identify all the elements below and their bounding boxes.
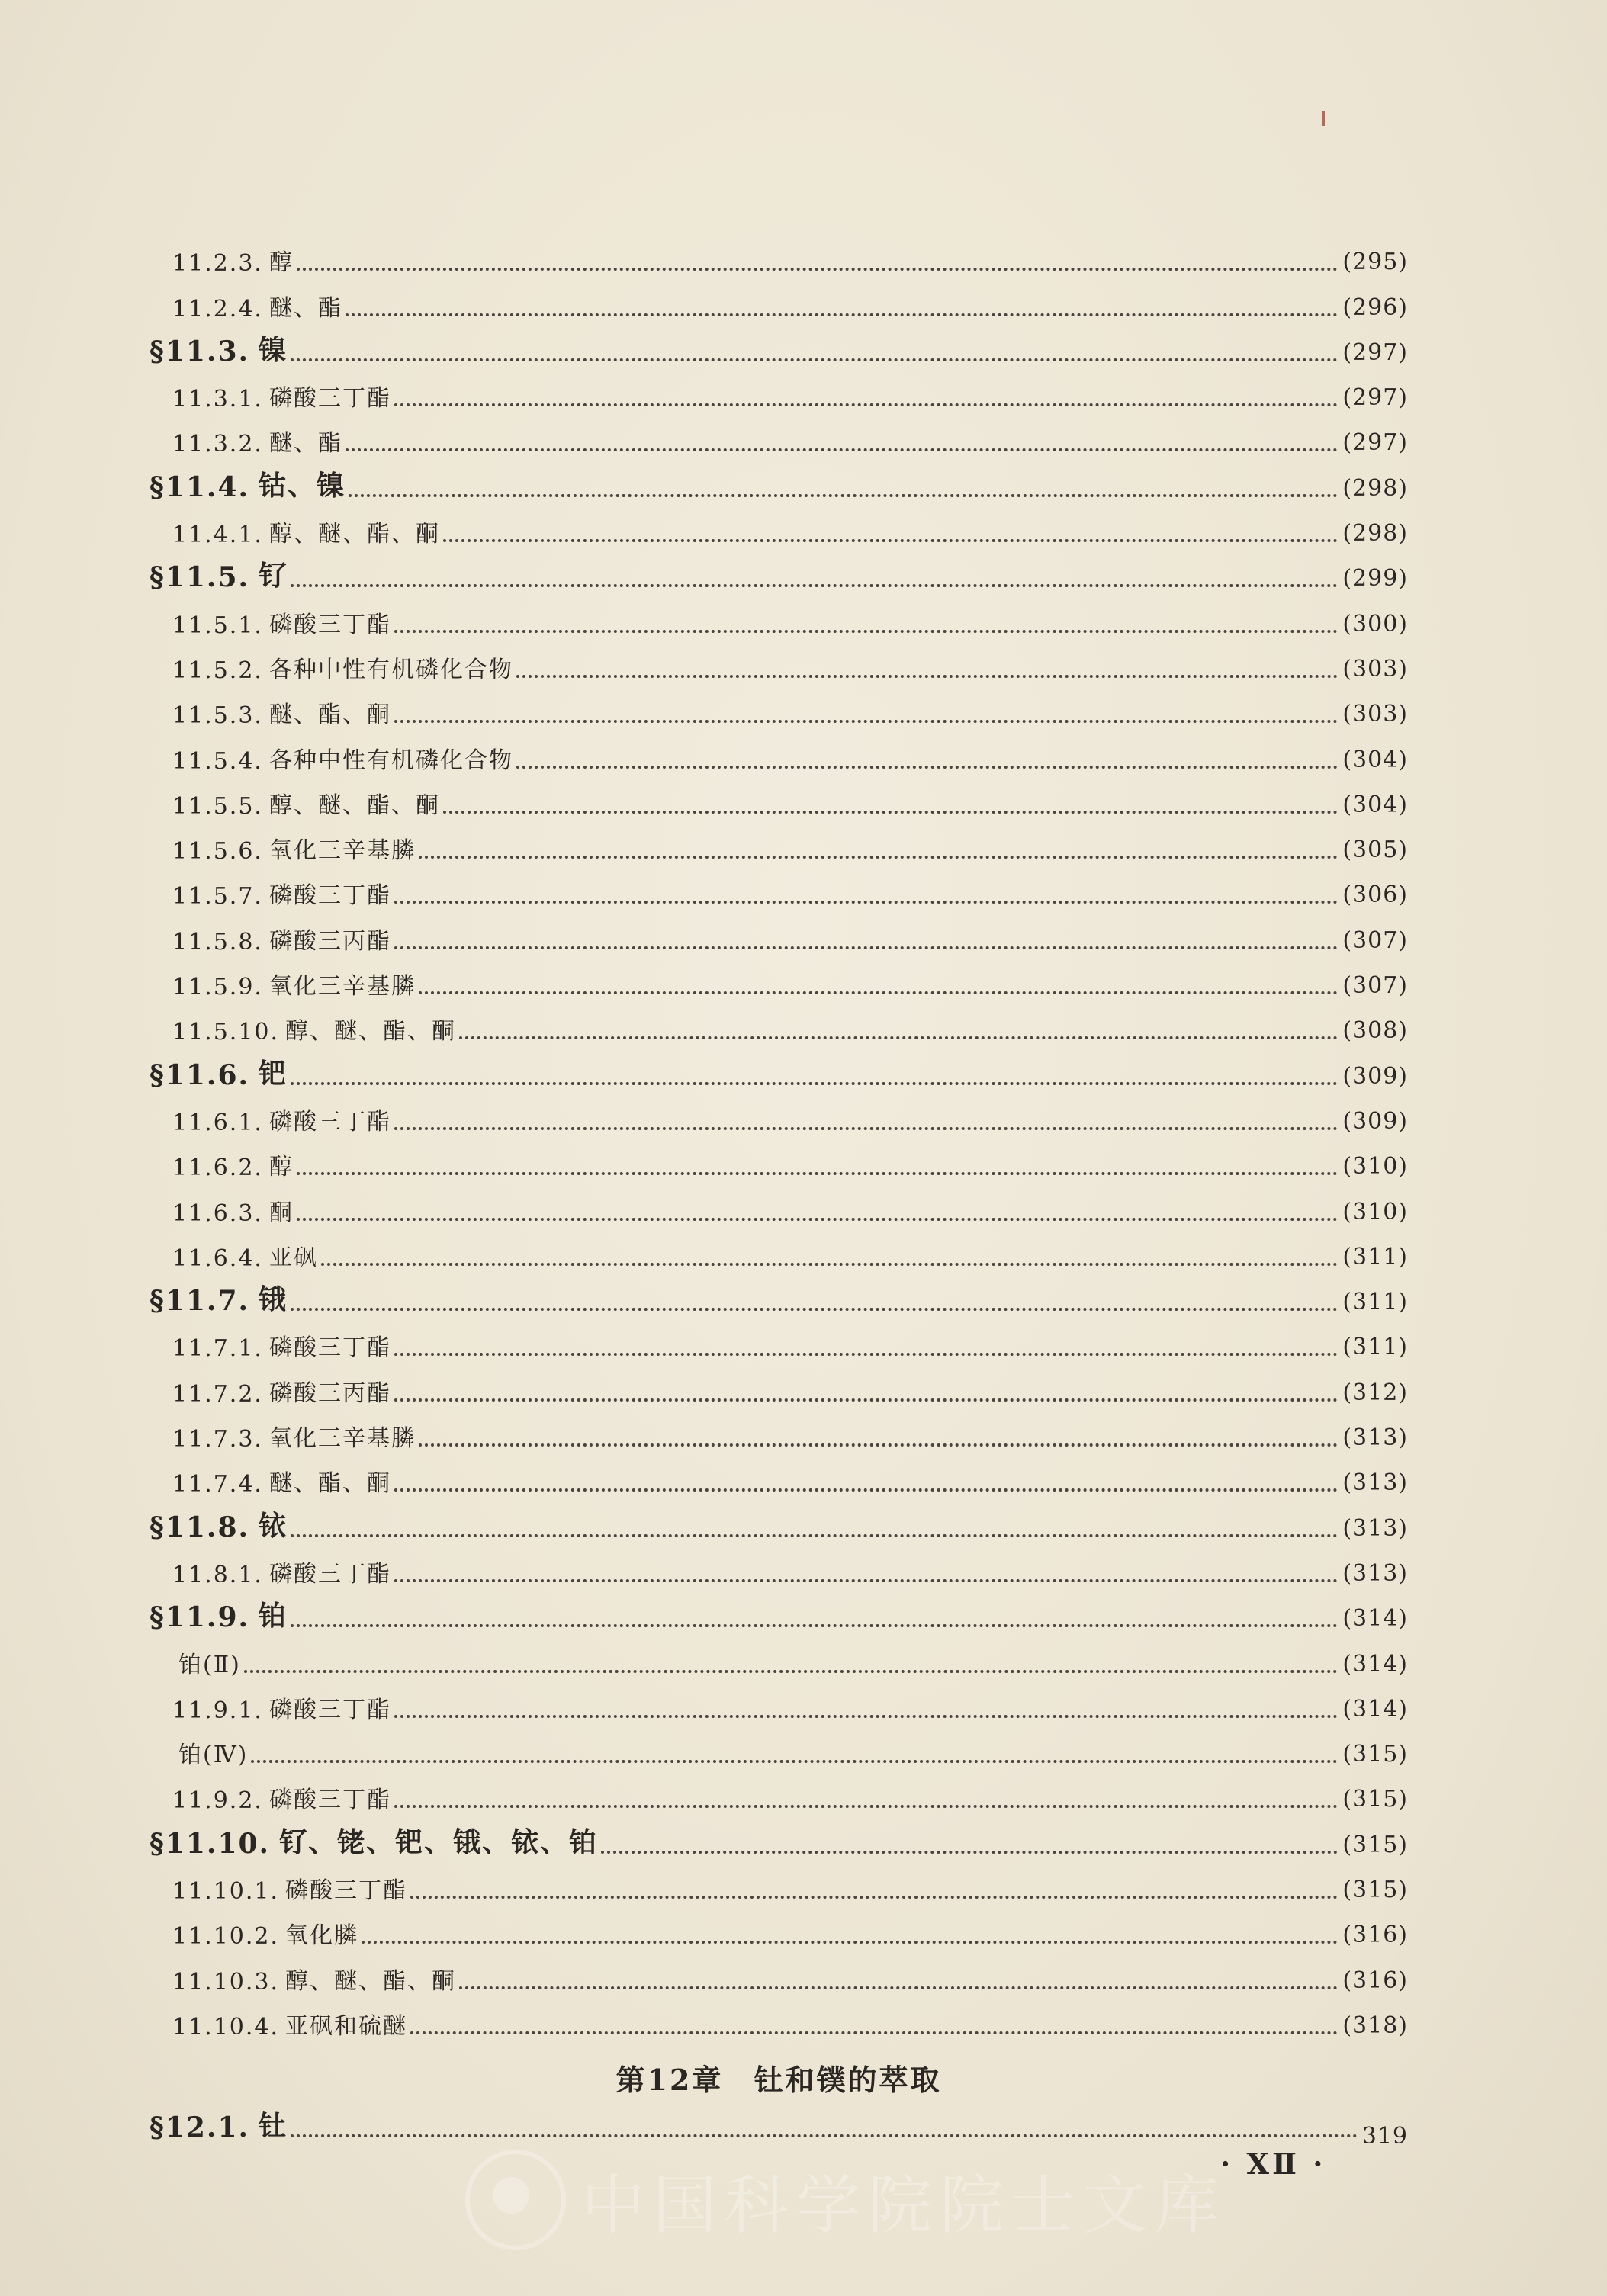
toc-entry[interactable]: [149, 1408, 1408, 1453]
toc-entry[interactable]: [149, 1588, 1408, 1633]
toc-entry-title: 醚、酯、酮: [268, 702, 391, 729]
toc-entry-title: 醚、酯: [268, 430, 342, 458]
toc-entry-page: (307): [1342, 926, 1408, 954]
toc-entry-title: 磷酸三丁酯: [268, 882, 391, 910]
toc-entry[interactable]: [149, 775, 1408, 820]
dot-leader: [459, 1036, 1338, 1039]
toc-entry[interactable]: [149, 1724, 1408, 1769]
toc-entry[interactable]: [149, 2099, 1408, 2150]
toc-entry-title: 各种中性有机磷化合物: [268, 656, 513, 683]
toc-entry-title: 钌、铑、钯、锇、铱、铂: [279, 1826, 599, 1858]
toc-entry-title: 磷酸三丁酯: [268, 1334, 391, 1362]
toc-entry-page: (311): [1342, 1243, 1408, 1270]
dot-leader: [419, 991, 1338, 994]
toc-entry-number: 11.6.3.: [172, 1199, 263, 1227]
toc-entry[interactable]: [149, 458, 1408, 503]
dot-leader: [394, 1715, 1338, 1718]
toc-entry[interactable]: [149, 1091, 1408, 1136]
dot-leader: [394, 630, 1338, 633]
dot-leader: [419, 856, 1338, 859]
dot-leader: [291, 1308, 1338, 1311]
toc-entry-number: 11.10.1.: [172, 1877, 280, 1905]
toc-entry[interactable]: [149, 1272, 1408, 1317]
toc-entry-page: (298): [1342, 520, 1408, 548]
toc-entry[interactable]: [149, 729, 1408, 774]
toc-entry-title: 醇、醚、酯、酮: [268, 792, 440, 819]
toc-entry[interactable]: [149, 1453, 1408, 1498]
dot-leader: [291, 358, 1338, 361]
academy-logo-icon: [465, 2150, 566, 2250]
dot-leader: [394, 901, 1338, 904]
toc-entry[interactable]: [149, 277, 1408, 322]
dot-leader: [443, 539, 1338, 542]
toc-entry-title: 钌: [259, 560, 288, 592]
dot-leader: [291, 2134, 1358, 2137]
toc-entry-title: 氧化膦: [285, 1922, 359, 1950]
toc-entry-number: 11.5.2.: [172, 657, 263, 684]
dot-leader: [346, 448, 1338, 451]
toc-entry[interactable]: [149, 1905, 1408, 1950]
toc-entry-number: 11.2.3.: [172, 250, 263, 278]
toc-entry[interactable]: [149, 1679, 1408, 1724]
toc-entry[interactable]: [149, 1227, 1408, 1272]
toc-entry-page: (309): [1342, 1107, 1408, 1135]
toc-entry-page: (315): [1342, 1741, 1408, 1768]
toc-entry-title: 磷酸三丁酯: [268, 385, 391, 413]
toc-entry-page: (306): [1342, 881, 1408, 909]
page-number-footer: · XⅡ ·: [1220, 2147, 1326, 2181]
dot-leader: [459, 1986, 1338, 1989]
watermark: [465, 2158, 1226, 2242]
toc-entry-page: (310): [1342, 1198, 1408, 1225]
toc-entry-title: 氧化三辛基膦: [268, 1425, 416, 1453]
toc-entry-title: 钍: [259, 2110, 288, 2143]
dot-leader: [394, 946, 1338, 949]
toc-entry-number: 11.5.10.: [172, 1019, 280, 1046]
toc-entry-title: 醇、醚、酯、酮: [285, 1018, 457, 1045]
toc-entry-page: (311): [1342, 1334, 1408, 1361]
toc-entry-page: (299): [1342, 565, 1408, 592]
toc-entry-number: §11.10.: [149, 1827, 271, 1860]
toc-entry[interactable]: [149, 1045, 1408, 1090]
chapter-number: 第12章: [615, 2062, 724, 2097]
toc-entry[interactable]: [149, 1633, 1408, 1678]
toc-entry-page: (310): [1342, 1153, 1408, 1180]
toc-entry-number: 11.2.4.: [172, 295, 263, 323]
toc-entry-page: (303): [1342, 655, 1408, 682]
toc-entry-title: 磷酸三丁酯: [268, 1560, 391, 1588]
dot-leader: [394, 720, 1338, 723]
dot-leader: [419, 1443, 1338, 1447]
toc-entry-page: (312): [1342, 1379, 1408, 1406]
dot-leader: [349, 494, 1338, 497]
toc-entry[interactable]: [149, 413, 1408, 458]
dot-leader: [516, 675, 1338, 678]
toc-entry-number: 11.9.2.: [172, 1787, 263, 1815]
toc-entry-number: 11.7.3.: [172, 1426, 263, 1453]
dot-leader: [321, 1263, 1338, 1266]
toc-entry-page: (304): [1342, 746, 1408, 773]
toc-entry-title: 磷酸三丙酯: [268, 1379, 391, 1407]
toc-entry-page: (296): [1342, 294, 1408, 321]
dot-leader: [394, 1579, 1338, 1582]
dot-leader: [394, 403, 1338, 406]
toc-entry-title: 磷酸三丁酯: [268, 1787, 391, 1814]
toc-entry-page: (304): [1342, 791, 1408, 818]
table-of-contents: [149, 232, 1408, 2150]
dot-leader: [291, 1534, 1338, 1537]
toc-entry-number: 11.8.1.: [172, 1561, 263, 1588]
dot-leader: [297, 268, 1338, 271]
toc-entry[interactable]: [149, 1136, 1408, 1181]
toc-entry[interactable]: [149, 232, 1408, 277]
toc-entry-title: 钯: [259, 1057, 288, 1090]
toc-entry-title: 磷酸三丁酯: [268, 1696, 391, 1723]
toc-entry-page: (308): [1342, 1017, 1408, 1045]
toc-entry-number: 11.4.1.: [172, 522, 263, 549]
toc-entry-title: 磷酸三丁酯: [285, 1877, 408, 1904]
toc-entry-page: (313): [1342, 1559, 1408, 1587]
toc-entry[interactable]: [149, 684, 1408, 729]
toc-entry[interactable]: [149, 1996, 1408, 2041]
toc-entry-number: 11.10.3.: [172, 1968, 280, 1996]
toc-entry-page: (314): [1342, 1650, 1408, 1678]
toc-entry-title: 锇: [259, 1283, 288, 1316]
toc-entry[interactable]: [149, 955, 1408, 1000]
chapter-title: 钍和镤的萃取: [754, 2062, 942, 2097]
toc-entry-number: 11.9.1.: [172, 1697, 263, 1724]
toc-entry-title: 磷酸三丁酯: [268, 611, 391, 638]
toc-entry-page: (315): [1342, 1786, 1408, 1813]
dot-leader: [362, 1941, 1338, 1944]
toc-entry-title: 铂(Ⅳ): [178, 1742, 249, 1769]
toc-entry[interactable]: [149, 1000, 1408, 1045]
toc-entry-number: 11.3.1.: [172, 386, 263, 413]
toc-entry[interactable]: [149, 503, 1408, 548]
toc-entry-number: §11.9.: [149, 1601, 250, 1634]
toc-entry-number: 11.7.4.: [172, 1471, 263, 1498]
watermark-text: 中国科学院院士文库: [581, 2167, 1227, 2243]
toc-entry-number: 11.3.2.: [172, 431, 263, 458]
dot-leader: [346, 313, 1338, 316]
toc-entry-number: §12.1.: [149, 2111, 250, 2144]
toc-entry-page: (314): [1342, 1695, 1408, 1723]
chapter-heading: [149, 2041, 1408, 2099]
toc-entry[interactable]: [149, 1317, 1408, 1362]
toc-entry[interactable]: [149, 593, 1408, 638]
toc-entry-page: (303): [1342, 701, 1408, 728]
toc-entry-number: 11.6.2.: [172, 1154, 263, 1182]
toc-entry-number: 11.5.4.: [172, 747, 263, 775]
toc-entry-page: 319: [1361, 2123, 1408, 2150]
toc-entry-page: (316): [1342, 1967, 1408, 1994]
dot-leader: [410, 1896, 1338, 1899]
dot-leader: [516, 766, 1338, 769]
toc-entry[interactable]: [149, 820, 1408, 865]
dot-leader: [244, 1670, 1339, 1673]
toc-entry-page: (298): [1342, 474, 1408, 502]
toc-entry[interactable]: [149, 1543, 1408, 1588]
toc-entry-page: (313): [1342, 1469, 1408, 1497]
toc-entry-number: §11.5.: [149, 561, 250, 594]
dot-leader: [443, 811, 1338, 814]
toc-entry-number: 11.5.8.: [172, 928, 263, 955]
dot-leader: [291, 1082, 1338, 1085]
toc-entry-page: (297): [1342, 429, 1408, 457]
toc-entry-number: §11.6.: [149, 1058, 250, 1091]
toc-entry-page: (311): [1342, 1289, 1408, 1316]
dot-leader: [291, 584, 1338, 587]
toc-entry-page: (315): [1342, 1876, 1408, 1903]
toc-entry[interactable]: [149, 1362, 1408, 1407]
toc-entry-number: §11.4.: [149, 470, 250, 503]
toc-entry-page: (316): [1342, 1922, 1408, 1949]
toc-entry-page: (305): [1342, 837, 1408, 864]
pen-mark: [1322, 111, 1325, 126]
toc-entry-title: 铂: [259, 1600, 288, 1633]
toc-entry-title: 亚砜: [268, 1244, 318, 1271]
toc-entry[interactable]: [149, 323, 1408, 368]
dot-leader: [394, 1127, 1338, 1130]
toc-entry-title: 醇、醚、酯、酮: [285, 1967, 457, 1995]
toc-entry[interactable]: [149, 639, 1408, 684]
toc-entry-title: 醇: [268, 249, 294, 277]
toc-entry-number: 11.5.9.: [172, 974, 263, 1001]
dot-leader: [601, 1851, 1338, 1854]
toc-entry-title: 氧化三辛基膦: [268, 973, 416, 1000]
toc-entry-title: 醚、酯: [268, 294, 342, 322]
toc-entry-title: 磷酸三丙酯: [268, 927, 391, 955]
toc-entry-title: 铱: [259, 1509, 288, 1542]
toc-entry-title: 醇、醚、酯、酮: [268, 521, 440, 548]
toc-entry-number: 11.5.1.: [172, 612, 263, 639]
toc-entry[interactable]: [149, 1769, 1408, 1814]
toc-entry[interactable]: [149, 1950, 1408, 1995]
toc-entry-title: 钴、镍: [259, 469, 346, 502]
toc-entry-number: 11.5.6.: [172, 838, 263, 865]
toc-entry-title: 醇: [268, 1154, 294, 1181]
toc-entry-page: (313): [1342, 1424, 1408, 1452]
toc-entry-page: (300): [1342, 610, 1408, 637]
toc-entry-page: (315): [1342, 1831, 1408, 1858]
toc-entry-number: 11.5.5.: [172, 792, 263, 820]
toc-entry[interactable]: [149, 368, 1408, 413]
toc-entry-title: 铂(Ⅱ): [178, 1651, 241, 1678]
dot-leader: [410, 2031, 1338, 2034]
toc-entry-page: (297): [1342, 384, 1408, 412]
toc-entry-page: (314): [1342, 1605, 1408, 1633]
toc-entry[interactable]: [149, 1181, 1408, 1226]
dot-leader: [394, 1353, 1338, 1356]
dot-leader: [251, 1760, 1338, 1763]
toc-entry-number: 11.7.1.: [172, 1335, 263, 1363]
toc-entry[interactable]: [149, 865, 1408, 910]
toc-entry-number: 11.6.1.: [172, 1109, 263, 1136]
toc-entry-title: 各种中性有机磷化合物: [268, 747, 513, 774]
toc-entry[interactable]: [149, 1814, 1408, 1859]
dot-leader: [394, 1805, 1338, 1808]
dot-leader: [394, 1488, 1338, 1492]
toc-entry-number: §11.3.: [149, 335, 250, 368]
toc-entry-number: 11.5.3.: [172, 702, 263, 730]
toc-entry-page: (313): [1342, 1514, 1408, 1542]
toc-entry[interactable]: [149, 1860, 1408, 1905]
dot-leader: [297, 1172, 1338, 1175]
toc-entry-number: §11.7.: [149, 1285, 250, 1318]
dot-leader: [297, 1218, 1338, 1221]
toc-entry[interactable]: [149, 548, 1408, 593]
toc-entry-number: §11.8.: [149, 1511, 250, 1543]
toc-entry-page: (318): [1342, 2012, 1408, 2039]
toc-entry-title: 酮: [268, 1199, 294, 1226]
toc-entry-title: 磷酸三丁酯: [268, 1108, 391, 1135]
toc-entry-page: (295): [1342, 249, 1408, 276]
toc-entry-title: 氧化三辛基膦: [268, 837, 416, 865]
toc-entry-number: 11.6.4.: [172, 1244, 263, 1272]
toc-entry-number: 11.5.7.: [172, 883, 263, 910]
toc-entry-number: 11.10.2.: [172, 1923, 280, 1951]
toc-entry-page: (297): [1342, 339, 1408, 366]
dot-leader: [394, 1398, 1338, 1402]
toc-entry-title: 镍: [259, 333, 288, 366]
toc-entry[interactable]: [149, 1498, 1408, 1543]
toc-entry-page: (307): [1342, 972, 1408, 1000]
toc-entry-number: 11.7.2.: [172, 1380, 263, 1408]
toc-entry-title: 醚、酯、酮: [268, 1470, 391, 1498]
toc-entry[interactable]: [149, 910, 1408, 955]
dot-leader: [291, 1624, 1338, 1627]
toc-entry-number: 11.10.4.: [172, 2013, 280, 2041]
toc-entry-page: (309): [1342, 1062, 1408, 1090]
toc-entry-title: 亚砜和硫醚: [285, 2012, 408, 2040]
